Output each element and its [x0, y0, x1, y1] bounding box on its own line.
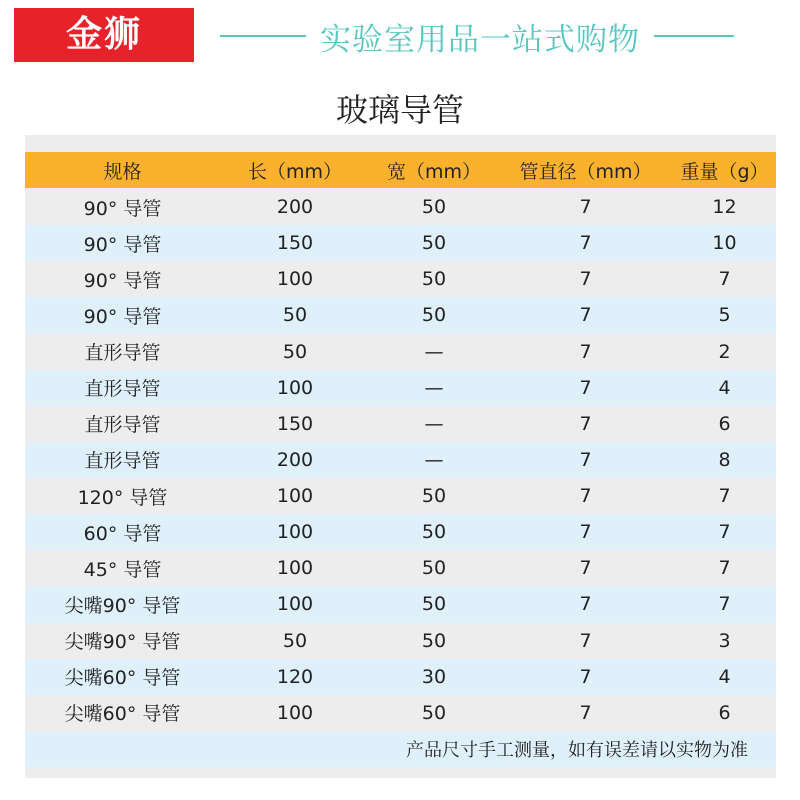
- header-weight: 重量（g）: [680, 160, 769, 183]
- cell-spec: 尖嘴90° 导管: [64, 631, 181, 654]
- cell-diameter: 7: [579, 557, 592, 580]
- table-row: [25, 297, 776, 333]
- header-length: 长（mm）: [247, 160, 343, 183]
- cell-spec: 90° 导管: [83, 305, 162, 328]
- cell-diameter: 7: [579, 485, 592, 508]
- cell-width: —: [424, 340, 444, 363]
- measurement-note: 产品尺寸手工测量，如有误差请以实物为准: [406, 740, 748, 761]
- cell-diameter: 7: [579, 376, 592, 399]
- cell-width: —: [424, 376, 444, 399]
- slogan-divider-left: [220, 35, 306, 37]
- table-row: [25, 659, 776, 695]
- cell-spec: 90° 导管: [83, 269, 162, 292]
- cell-diameter: 7: [579, 268, 592, 291]
- header-diameter: 管直径（mm）: [519, 160, 652, 183]
- cell-diameter: 7: [579, 232, 592, 255]
- cell-width: 50: [421, 196, 447, 219]
- cell-spec: 尖嘴60° 导管: [64, 703, 181, 726]
- cell-width: 50: [421, 304, 447, 327]
- cell-width: 50: [421, 701, 447, 724]
- cell-length: 100: [276, 593, 314, 616]
- table-row: [25, 189, 776, 225]
- cell-length: 100: [276, 521, 314, 544]
- slogan-banner: [220, 14, 790, 58]
- cell-diameter: 7: [579, 412, 592, 435]
- cell-diameter: 7: [579, 340, 592, 363]
- cell-length: 200: [276, 196, 314, 219]
- cell-weight: 4: [718, 376, 731, 399]
- cell-width: 50: [421, 232, 447, 255]
- cell-weight: 4: [718, 665, 731, 688]
- cell-spec: 120° 导管: [77, 486, 168, 509]
- cell-width: 50: [421, 268, 447, 291]
- cell-length: 50: [282, 629, 308, 652]
- cell-weight: 6: [718, 701, 731, 724]
- cell-weight: 7: [718, 521, 731, 544]
- cell-width: 50: [421, 557, 447, 580]
- cell-weight: 12: [712, 196, 737, 219]
- table-row: [25, 695, 776, 731]
- cell-width: —: [424, 412, 444, 435]
- cell-spec: 直形导管: [84, 414, 161, 437]
- table-row: [25, 406, 776, 442]
- cell-width: 30: [421, 665, 447, 688]
- cell-length: 100: [276, 485, 314, 508]
- cell-spec: 90° 导管: [83, 233, 162, 256]
- table-row: [25, 478, 776, 514]
- cell-length: 150: [276, 412, 314, 435]
- table-row: [25, 261, 776, 297]
- cell-length: 100: [276, 557, 314, 580]
- cell-spec: 直形导管: [84, 342, 161, 365]
- cell-diameter: 7: [579, 448, 592, 471]
- cell-weight: 2: [718, 340, 731, 363]
- cell-diameter: 7: [579, 521, 592, 544]
- brand-logo: 金狮: [14, 8, 194, 62]
- cell-width: 50: [421, 521, 447, 544]
- cell-length: 100: [276, 268, 314, 291]
- table-row: [25, 586, 776, 622]
- table-row: [25, 623, 776, 659]
- cell-diameter: 7: [579, 593, 592, 616]
- cell-diameter: 7: [579, 196, 592, 219]
- cell-length: 100: [276, 701, 314, 724]
- cell-weight: 7: [718, 485, 731, 508]
- cell-diameter: 7: [579, 701, 592, 724]
- cell-diameter: 7: [579, 304, 592, 327]
- cell-diameter: 7: [579, 629, 592, 652]
- cell-weight: 7: [718, 268, 731, 291]
- cell-spec: 45° 导管: [83, 558, 162, 581]
- cell-length: 50: [282, 304, 308, 327]
- table-header-row: [25, 152, 776, 188]
- page-title: 玻璃导管: [335, 91, 464, 129]
- table-row: [25, 334, 776, 370]
- table-row: [25, 225, 776, 261]
- table-footnote-row: [25, 731, 776, 767]
- cell-length: 120: [276, 665, 314, 688]
- cell-length: 200: [276, 448, 314, 471]
- cell-width: —: [424, 448, 444, 471]
- slogan-divider-right: [654, 35, 734, 37]
- cell-weight: 6: [718, 412, 731, 435]
- cell-width: 50: [421, 629, 447, 652]
- cell-length: 100: [276, 376, 314, 399]
- cell-weight: 10: [712, 232, 737, 255]
- header-width: 宽（mm）: [386, 160, 482, 183]
- cell-weight: 8: [718, 448, 731, 471]
- cell-weight: 7: [718, 557, 731, 580]
- cell-length: 150: [276, 232, 314, 255]
- slogan-text: 实验室用品一站式购物: [320, 21, 640, 58]
- cell-spec: 60° 导管: [83, 522, 162, 545]
- cell-spec: 直形导管: [84, 378, 161, 401]
- cell-spec: 尖嘴90° 导管: [64, 594, 181, 617]
- cell-weight: 5: [718, 304, 731, 327]
- cell-weight: 7: [718, 593, 731, 616]
- cell-length: 50: [282, 340, 308, 363]
- table-row: [25, 442, 776, 478]
- table-row: [25, 550, 776, 586]
- header-spec: 规格: [103, 160, 142, 183]
- cell-width: 50: [421, 485, 447, 508]
- cell-width: 50: [421, 593, 447, 616]
- table-body: [25, 189, 776, 731]
- cell-spec: 90° 导管: [83, 197, 162, 220]
- cell-diameter: 7: [579, 665, 592, 688]
- cell-spec: 尖嘴60° 导管: [64, 667, 181, 690]
- table-row: [25, 514, 776, 550]
- cell-spec: 直形导管: [84, 450, 161, 473]
- cell-weight: 3: [718, 629, 731, 652]
- table-row: [25, 370, 776, 406]
